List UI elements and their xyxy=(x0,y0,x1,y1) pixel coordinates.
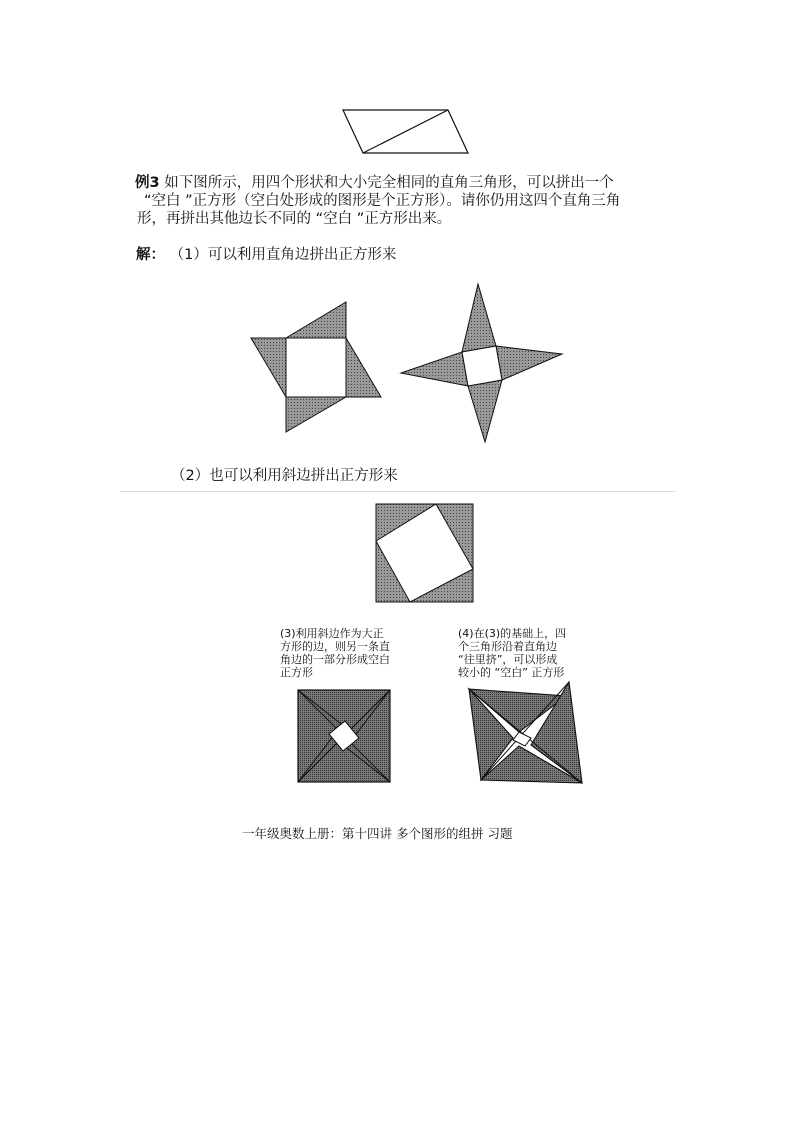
note-4-line-2: 个三角形沿着直角边 xyxy=(458,640,557,653)
footer-caption: 一年级奥数上册：第十四讲 多个图形的组拼 习题 xyxy=(242,826,513,841)
note-3-line-1: (3)利用斜边作为大正 xyxy=(280,627,384,640)
note-4-line-1: (4)在(3)的基础上，四 xyxy=(458,627,567,640)
example-text-1: 如下图所示，用四个形状和大小完全相同的直角三角形，可以拼出一个 xyxy=(164,175,614,191)
solution-label: 解： xyxy=(136,247,165,263)
example-label: 例3 xyxy=(135,175,160,191)
note-3-line-4: 正方形 xyxy=(280,666,313,679)
note-4-line-3: “往里挤”，可以形成 xyxy=(458,653,558,666)
example-line-3: 形，再拼出其他边长不同的 “空白 ”正方形出来。 xyxy=(137,211,452,227)
fig4-blank-square xyxy=(513,732,531,746)
solution-line-2: （2）也可以利用斜边拼出正方形来 xyxy=(171,468,398,484)
note-4-line-4: 较小的 “空白” 正方形 xyxy=(458,666,565,679)
note-3-line-3: 角边的一部分形成空白 xyxy=(280,653,390,666)
note-3-line-2: 方形的边，则另一条直 xyxy=(280,640,390,653)
example-line-2: “空白 ”正方形（空白处形成的图形是个正方形）。请你仍用这四个直角三角 xyxy=(144,193,621,209)
solution-part1: （1）可以利用直角边拼出正方形来 xyxy=(169,247,397,263)
